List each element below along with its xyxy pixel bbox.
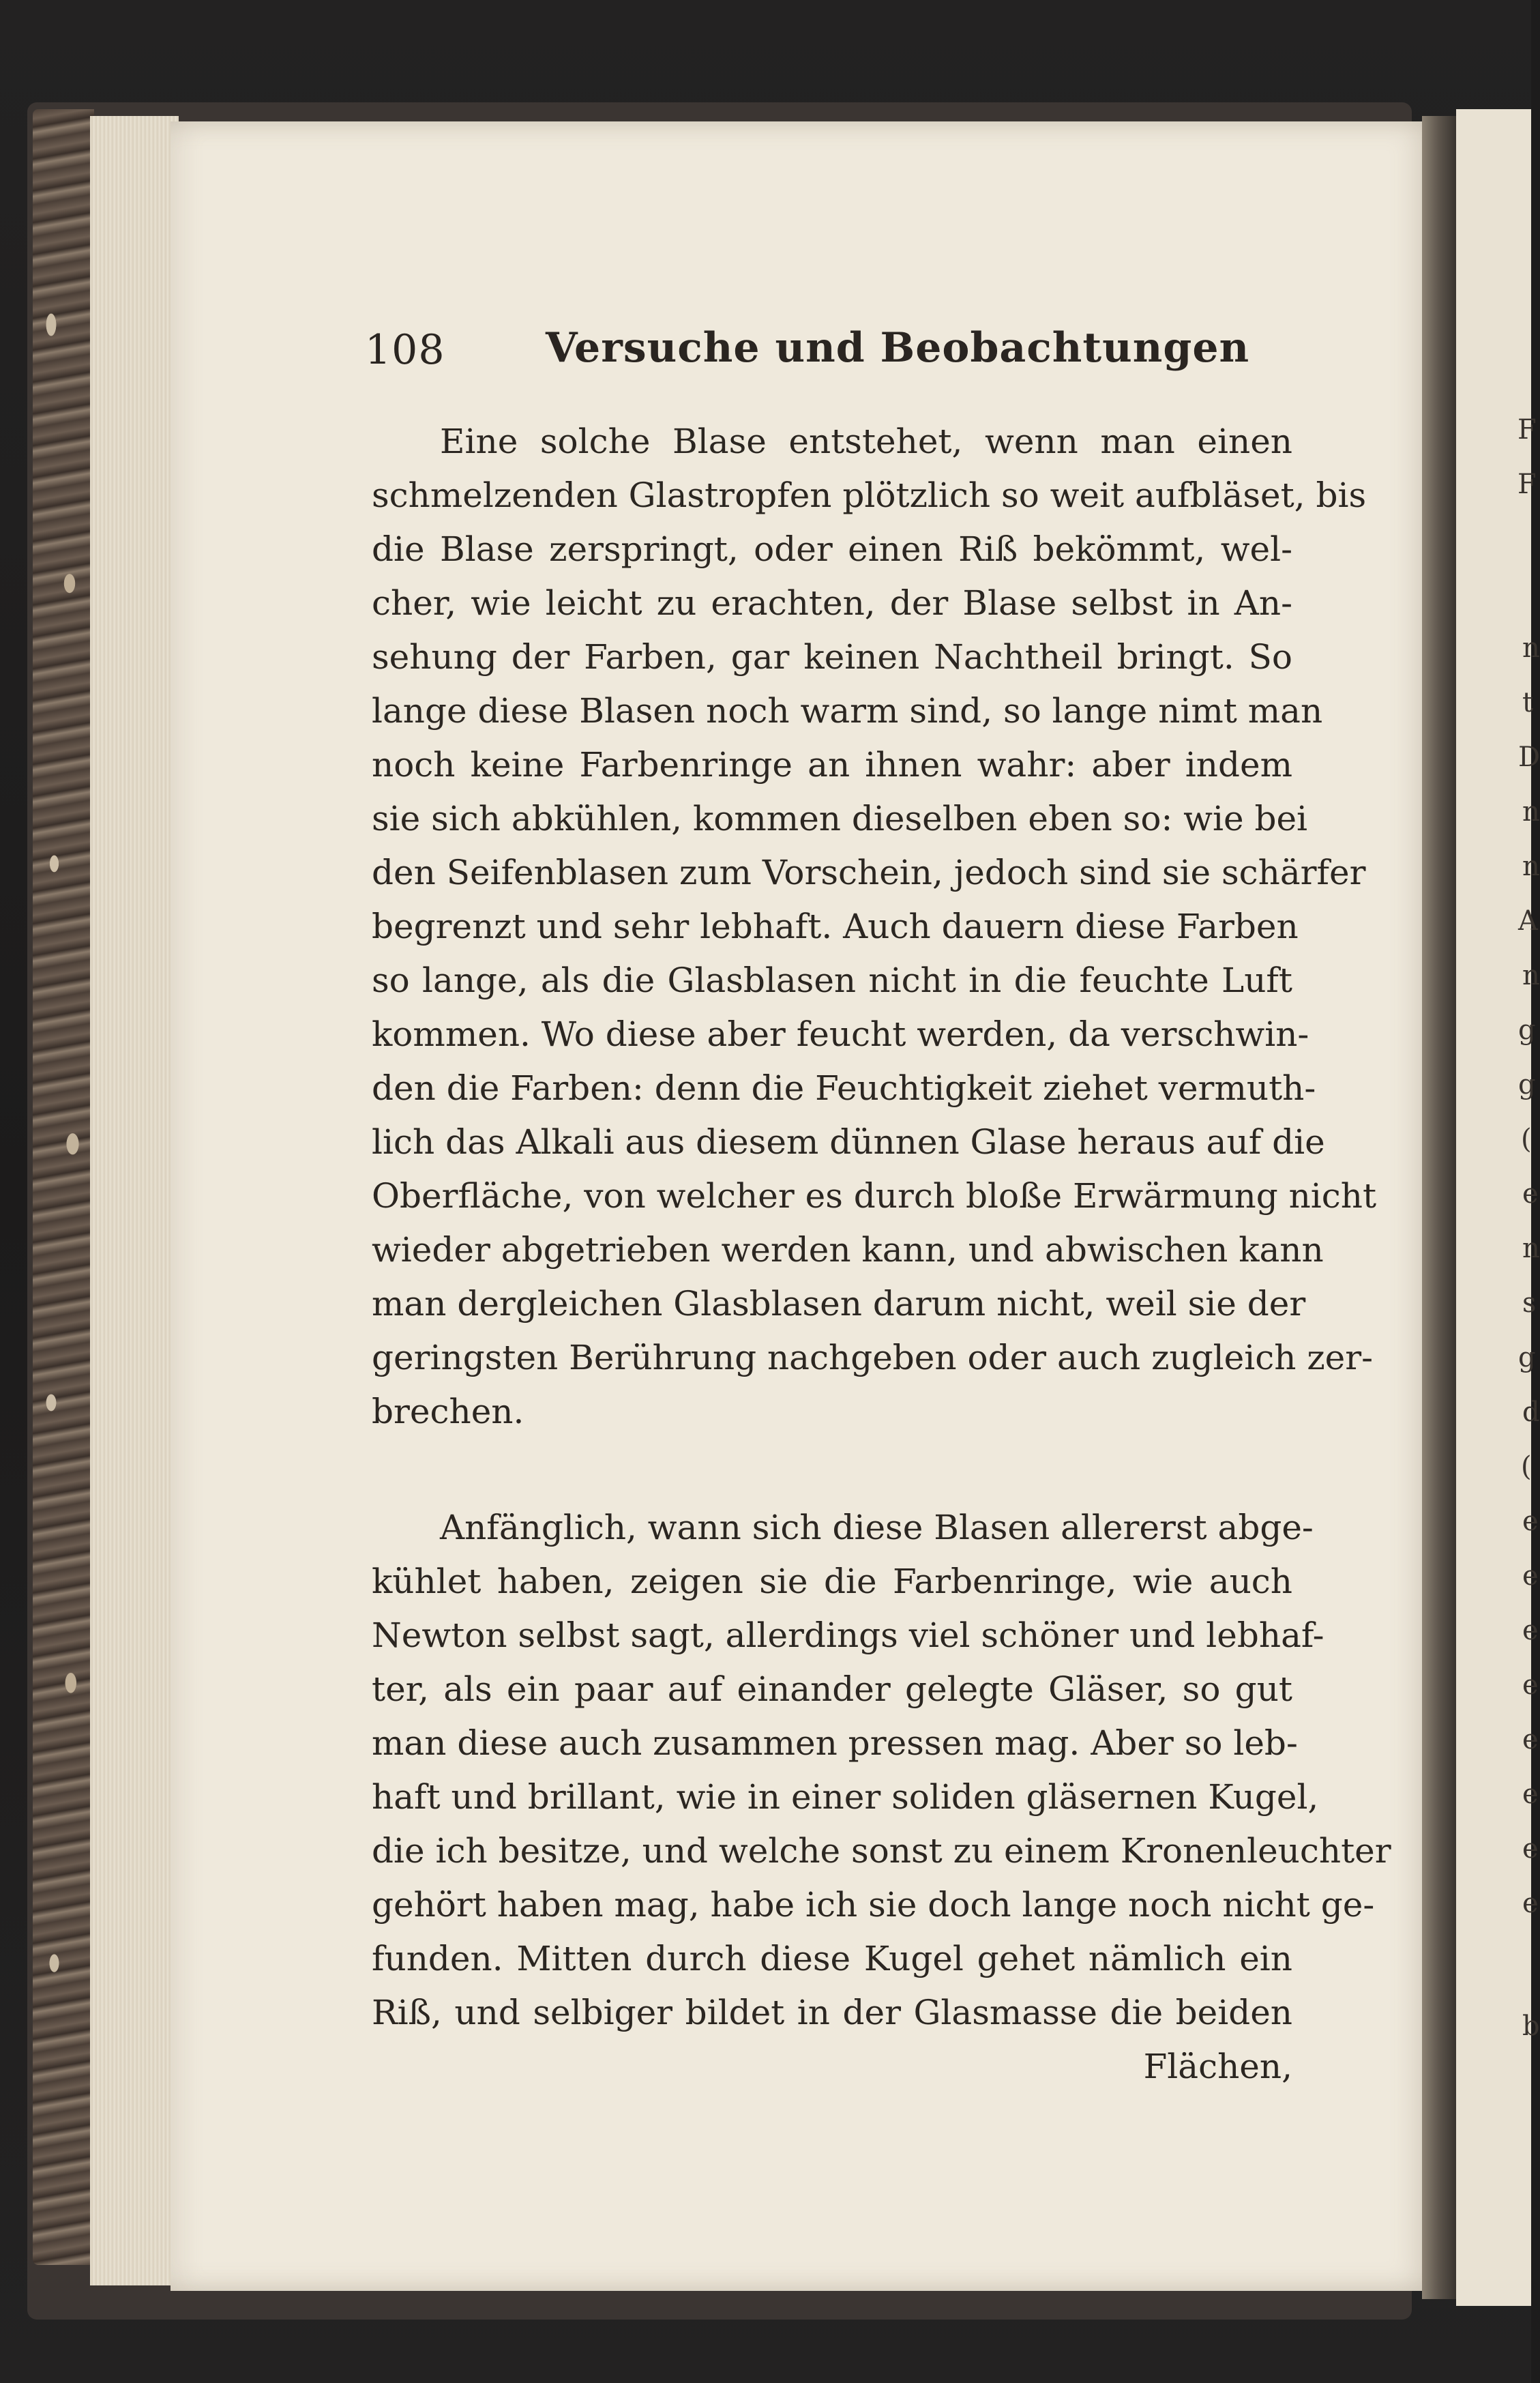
text-line: wieder abgetrieben werden kann, und abwischen kann: [372, 1230, 1324, 1270]
page-number: 108: [365, 326, 445, 374]
text-line: sehung der Farben, gar keinen Nachtheil bringt. So: [372, 637, 1292, 677]
facing-page-letter: n: [1522, 1233, 1540, 1264]
text-line: Eine solche Blase entstehet, wenn man einen: [440, 422, 1292, 461]
facing-page-letter: e: [1522, 1669, 1539, 1701]
text-line: funden. Mitten durch diese Kugel gehet nämlich ein: [372, 1939, 1292, 1978]
facing-page-letter: b: [1522, 2011, 1540, 2042]
text-line: man dergleichen Glasblasen darum nicht, weil sie der: [372, 1284, 1306, 1324]
facing-page-letter: e: [1522, 1833, 1539, 1865]
text-line: kühlet haben, zeigen sie die Farbenringe, wie auch: [372, 1562, 1292, 1601]
text-line: cher, wie leicht zu erachten, der Blase selbst in An-: [372, 583, 1292, 623]
text-line: lich das Alkali aus diesem dünnen Glase heraus auf die: [372, 1122, 1325, 1162]
text-line: die ich besitze, und welche sonst zu einem Kronenleuchter: [372, 1831, 1391, 1871]
facing-page-letter: n: [1522, 851, 1540, 882]
facing-page-letter: n: [1522, 960, 1540, 991]
facing-page-letter: d: [1522, 1397, 1540, 1428]
text-line: Newton selbst sagt, allerdings viel schöner und lebhaf-: [372, 1616, 1324, 1655]
marbled-edge: [33, 109, 94, 2265]
facing-page-letter: (: [1521, 1451, 1532, 1482]
text-line: den Seifenblasen zum Vorschein, jedoch sind sie schärfer: [372, 853, 1366, 892]
facing-page-letter: g: [1518, 1014, 1536, 1046]
facing-page-letter: g: [1518, 1342, 1536, 1373]
text-line: Anfänglich, wann sich diese Blasen allererst abge-: [440, 1508, 1314, 1547]
page-stack-edge: [90, 116, 179, 2285]
text-line: ter, als ein paar auf einander gelegte Gläser, so gut: [372, 1669, 1292, 1709]
running-title: Versuche und Beobachtungen: [546, 324, 1250, 372]
facing-page-letter: e: [1522, 1779, 1539, 1810]
facing-page-letter: e: [1522, 1560, 1539, 1592]
text-line: den die Farben: denn die Feuchtigkeit ziehet vermuth-: [372, 1068, 1316, 1108]
text-line: haft und brillant, wie in einer soliden gläsernen Kugel,: [372, 1777, 1319, 1817]
text-line: kommen. Wo diese aber feucht werden, da verschwin-: [372, 1014, 1309, 1054]
facing-page-letter: g: [1518, 1069, 1536, 1100]
text-line: schmelzenden Glastropfen plötzlich so weit aufbläset, bis: [372, 476, 1367, 515]
text-line: begrenzt und sehr lebhaft. Auch dauern diese Farben: [372, 907, 1299, 946]
text-line: Oberfläche, von welcher es durch bloße Erwärmung nicht: [372, 1176, 1377, 1216]
facing-page-letter: e: [1522, 1506, 1539, 1537]
facing-page-letter: t: [1522, 687, 1534, 718]
text-line: brechen.: [372, 1392, 524, 1431]
paragraph-2: [372, 1501, 1391, 2094]
text-line: geringsten Berührung nachgeben oder auch zugleich zer-: [372, 1338, 1374, 1377]
facing-page-letter: e: [1522, 1888, 1539, 1919]
facing-page-letter: (: [1521, 1124, 1532, 1155]
text-line: so lange, als die Glasblasen nicht in die feuchte Luft: [372, 961, 1292, 1000]
text-line: noch keine Farbenringe an ihnen wahr: aber indem: [372, 745, 1292, 785]
facing-page-letter: e: [1522, 1724, 1539, 1755]
text-line: Riß, und selbiger bildet in der Glasmasse die beiden: [372, 1993, 1292, 2032]
text-line: sie sich abkühlen, kommen dieselben eben so: wie bei: [372, 799, 1308, 838]
text-line: lange diese Blasen noch warm sind, so lange nimt man: [372, 691, 1323, 731]
paragraph-1: [372, 415, 1377, 1439]
text-line: man diese auch zusammen pressen mag. Aber so leb-: [372, 1723, 1298, 1763]
facing-page-letter: n: [1522, 796, 1540, 828]
facing-page-letter: e: [1522, 1178, 1539, 1210]
facing-page-letter: s: [1522, 1287, 1537, 1319]
facing-page-letter: A: [1518, 905, 1538, 937]
facing-page-letter: D: [1518, 742, 1540, 773]
text-line: gehört haben mag, habe ich sie doch lange noch nicht ge-: [372, 1885, 1375, 1925]
text-line: die Blase zerspringt, oder einen Riß bekömmt, wel-: [372, 529, 1292, 569]
catchword: Flächen,: [1143, 2047, 1292, 2086]
facing-page-letter: F: [1517, 469, 1537, 500]
facing-page-letter: n: [1522, 632, 1540, 664]
facing-page-letter: F: [1517, 414, 1537, 445]
facing-page-letter: e: [1522, 1615, 1539, 1646]
